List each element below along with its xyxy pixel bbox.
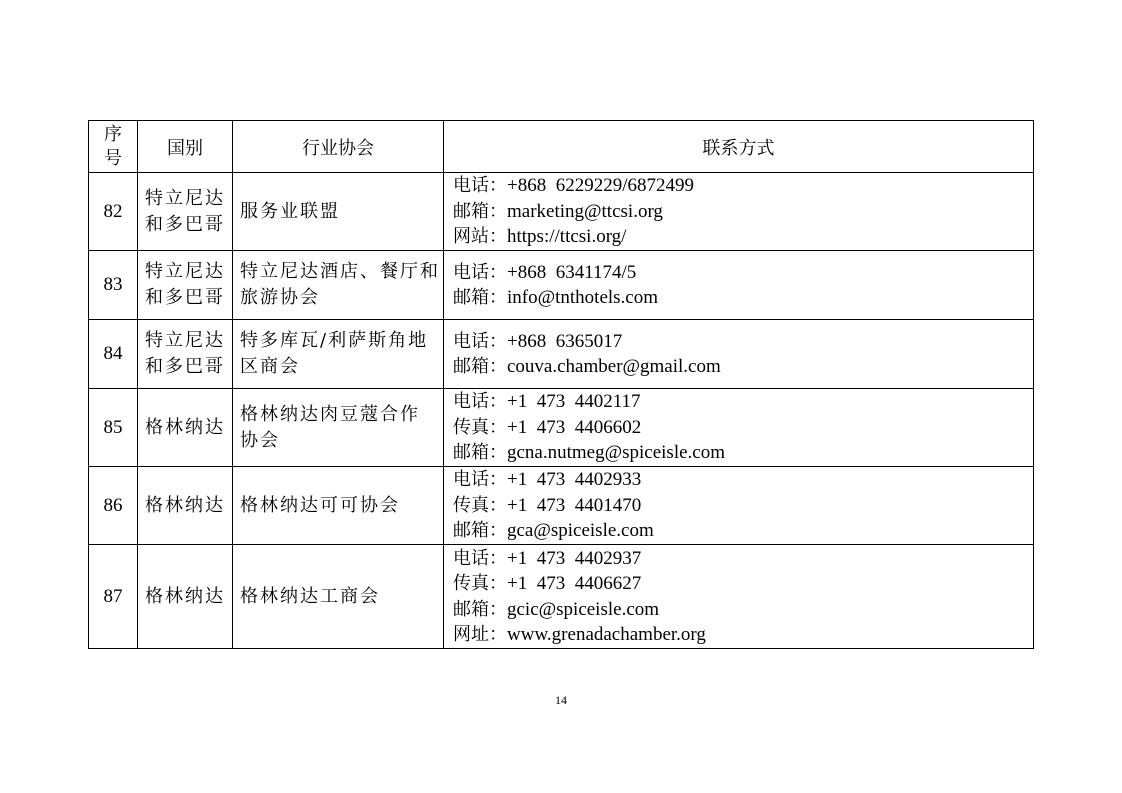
association-cell bbox=[233, 389, 444, 467]
country-cell bbox=[138, 320, 233, 389]
contact-label: 邮箱： bbox=[453, 520, 507, 542]
contact-value: info@tnthotels.com bbox=[507, 287, 659, 308]
table-row bbox=[89, 467, 1034, 545]
association-cell bbox=[233, 251, 444, 320]
header-no-line2: 号 bbox=[104, 147, 122, 169]
contact-value: +1 473 4402933 bbox=[507, 469, 642, 491]
contact-line bbox=[453, 546, 1033, 572]
contact-cell bbox=[444, 467, 1034, 545]
contact-line bbox=[453, 415, 1033, 441]
country-text: 特立尼达 bbox=[145, 330, 225, 351]
contact-value: gca@spiceisle.com bbox=[507, 520, 654, 542]
association-text: 特立尼达酒店、餐厅和 bbox=[240, 261, 440, 282]
contact-line bbox=[453, 518, 1033, 544]
association-cell bbox=[233, 467, 444, 545]
contact-value: +868 6341174/5 bbox=[507, 261, 637, 283]
country-text: 格林纳达 bbox=[145, 585, 225, 607]
contact-line bbox=[453, 173, 1033, 199]
contact-label: 传真： bbox=[453, 573, 507, 594]
contact-label: 网址： bbox=[453, 624, 507, 645]
row-number: 87 bbox=[89, 545, 138, 649]
contact-value: gcic@spiceisle.com bbox=[507, 598, 660, 620]
contact-value: +1 473 4401470 bbox=[507, 494, 642, 516]
country-cell bbox=[138, 467, 233, 545]
country-cell bbox=[138, 251, 233, 320]
association-text: 特多库瓦/利萨斯角地 bbox=[240, 330, 429, 351]
contact-label: 邮箱： bbox=[453, 356, 507, 377]
contact-label: 电话： bbox=[453, 391, 507, 413]
contact-label: 传真： bbox=[453, 416, 507, 438]
contact-label: 邮箱： bbox=[453, 442, 507, 464]
contact-value: +1 473 4406627 bbox=[507, 573, 642, 594]
contact-cell bbox=[444, 251, 1034, 320]
country-text: 和多巴哥 bbox=[145, 356, 225, 377]
contact-cell bbox=[444, 320, 1034, 389]
table-header-row bbox=[89, 121, 1034, 173]
header-no bbox=[89, 121, 138, 173]
contact-label: 电话： bbox=[453, 469, 507, 491]
contact-label: 电话： bbox=[453, 547, 507, 569]
country-text: 特立尼达 bbox=[145, 261, 225, 282]
table-body bbox=[89, 173, 1034, 649]
contact-line bbox=[453, 571, 1033, 597]
table-row bbox=[89, 389, 1034, 467]
table-row bbox=[89, 251, 1034, 320]
contact-value: couva.chamber@gmail.com bbox=[507, 356, 721, 377]
contact-label: 电话： bbox=[453, 175, 507, 197]
association-text: 格林纳达工商会 bbox=[240, 585, 380, 607]
association-text: 协会 bbox=[240, 429, 280, 451]
contact-cell bbox=[444, 173, 1034, 251]
row-number: 85 bbox=[89, 389, 138, 467]
contact-label: 电话： bbox=[453, 261, 507, 283]
header-country: 国别 bbox=[138, 121, 233, 173]
contact-value: +868 6365017 bbox=[507, 330, 623, 352]
country-cell bbox=[138, 545, 233, 649]
contact-label: 网站： bbox=[453, 226, 507, 248]
header-contact: 联系方式 bbox=[444, 121, 1034, 173]
contact-label: 电话： bbox=[453, 330, 507, 352]
country-text: 格林纳达 bbox=[145, 494, 225, 516]
contact-value: www.grenadachamber.org bbox=[507, 624, 706, 645]
contact-cell bbox=[444, 545, 1034, 649]
page-number: 14 bbox=[555, 693, 567, 707]
contact-line bbox=[453, 329, 1033, 355]
contact-line bbox=[453, 440, 1033, 466]
header-association: 行业协会 bbox=[233, 121, 444, 173]
contact-value: +1 473 4406602 bbox=[507, 416, 642, 438]
association-cell bbox=[233, 545, 444, 649]
contact-value: +868 6229229/6872499 bbox=[507, 175, 694, 197]
contact-label: 邮箱： bbox=[453, 287, 507, 308]
association-text: 区商会 bbox=[240, 356, 300, 377]
association-text: 格林纳达可可协会 bbox=[240, 494, 400, 516]
contact-line bbox=[453, 467, 1033, 493]
association-text: 格林纳达肉豆蔻合作 bbox=[240, 403, 420, 425]
country-cell bbox=[138, 389, 233, 467]
table-row bbox=[89, 173, 1034, 251]
table-row bbox=[89, 320, 1034, 389]
contact-label: 邮箱： bbox=[453, 200, 507, 222]
country-cell bbox=[138, 173, 233, 251]
contact-value: +1 473 4402117 bbox=[507, 391, 641, 413]
association-cell bbox=[233, 320, 444, 389]
contact-line bbox=[453, 260, 1033, 286]
country-text: 和多巴哥 bbox=[145, 287, 225, 308]
country-text: 格林纳达 bbox=[145, 416, 225, 438]
contact-line bbox=[453, 224, 1033, 250]
association-text: 服务业联盟 bbox=[240, 200, 340, 222]
contact-line bbox=[453, 199, 1033, 225]
contact-label: 邮箱： bbox=[453, 598, 507, 620]
row-number: 82 bbox=[89, 173, 138, 251]
association-table bbox=[88, 120, 1034, 649]
contact-line bbox=[453, 389, 1033, 415]
row-number: 84 bbox=[89, 320, 138, 389]
contact-line bbox=[453, 622, 1033, 648]
association-cell bbox=[233, 173, 444, 251]
row-number: 83 bbox=[89, 251, 138, 320]
contact-line bbox=[453, 354, 1033, 380]
contact-line bbox=[453, 597, 1033, 623]
contact-line bbox=[453, 493, 1033, 519]
row-number: 86 bbox=[89, 467, 138, 545]
country-text: 特立尼达 bbox=[145, 187, 225, 209]
header-no-line1: 序 bbox=[104, 123, 122, 145]
contact-value: +1 473 4402937 bbox=[507, 547, 642, 569]
contact-value: marketing@ttcsi.org bbox=[507, 200, 663, 222]
table-row bbox=[89, 545, 1034, 649]
contact-value: https://ttcsi.org/ bbox=[507, 226, 627, 248]
contact-value: gcna.nutmeg@spiceisle.com bbox=[507, 442, 725, 464]
contact-label: 传真： bbox=[453, 494, 507, 516]
country-text: 和多巴哥 bbox=[145, 213, 225, 235]
contact-line bbox=[453, 285, 1033, 311]
association-text: 旅游协会 bbox=[240, 287, 320, 308]
contact-cell bbox=[444, 389, 1034, 467]
